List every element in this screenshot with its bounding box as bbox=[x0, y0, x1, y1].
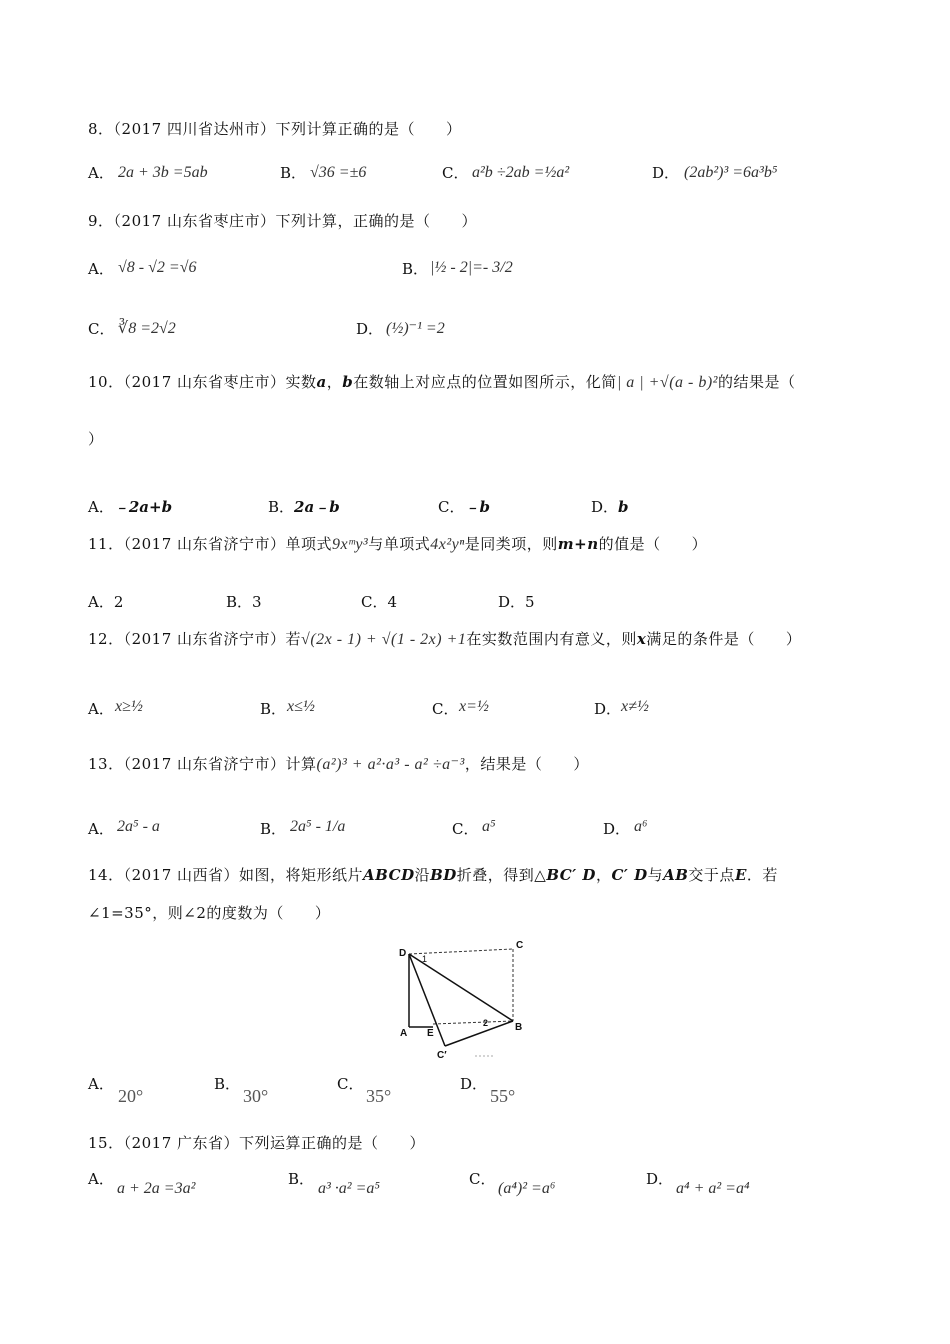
figure-lines bbox=[409, 949, 513, 1056]
question-15-stem: 15．（2017 广东省）下列运算正确的是（ ） bbox=[88, 1134, 426, 1152]
q8-option-d-label: D． bbox=[652, 164, 680, 182]
q14-option-b-label: B． bbox=[214, 1075, 241, 1093]
q12-option-d-expr: x≠½ bbox=[621, 698, 649, 715]
q15-option-a-label: A． bbox=[88, 1170, 114, 1188]
edge-CprimeB bbox=[445, 1021, 513, 1046]
q11-option-c: C．4 bbox=[361, 593, 398, 611]
q14-option-d-value: 55° bbox=[490, 1086, 516, 1106]
question-9-stem: 9．（2017 山东省枣庄市）下列计算，正确的是（ ） bbox=[88, 212, 477, 230]
q9-option-c-expr: ∛8 =2√2 bbox=[118, 320, 176, 337]
q11-expr2: 4x²yⁿ bbox=[430, 536, 465, 553]
q10-option-d: D．b bbox=[591, 498, 629, 516]
q9-option-a-expr: √8 - √2 =√6 bbox=[118, 259, 197, 276]
q14-option-a-label: A． bbox=[88, 1075, 114, 1093]
diagonal-DB bbox=[409, 954, 513, 1021]
folded-rectangle-figure bbox=[395, 934, 570, 1064]
q11-option-a: A．2 bbox=[88, 593, 124, 611]
label-angle-2: 2 bbox=[483, 1018, 489, 1028]
q14-option-a-value: 20° bbox=[118, 1086, 144, 1106]
q15-option-b-label: B． bbox=[288, 1170, 315, 1188]
q12-expression: √(2x - 1) + √(1 - 2x) +1 bbox=[301, 631, 467, 648]
q9-option-a-label: A． bbox=[88, 260, 114, 278]
label-E: E bbox=[427, 1028, 434, 1039]
q14-option-c-value: 35° bbox=[366, 1086, 392, 1106]
q8-option-c-expr: a²b ÷2ab =½a² bbox=[472, 164, 570, 181]
q13-option-a-expr: 2a⁵ - a bbox=[117, 818, 160, 835]
q12-option-b-label: B． bbox=[260, 700, 287, 718]
q8-option-b-label: B． bbox=[280, 164, 307, 182]
q11-option-b: B．3 bbox=[226, 593, 262, 611]
q10-expression: | a | +√(a - b)² bbox=[616, 374, 718, 391]
q12-option-a-label: A． bbox=[88, 700, 114, 718]
q8-option-a-label: A． bbox=[88, 164, 114, 182]
q13-option-d-expr: a⁶ bbox=[634, 818, 648, 835]
q13-option-d-label: D． bbox=[603, 820, 631, 838]
q15-option-c-expr: (a⁴)² =a⁶ bbox=[498, 1180, 556, 1197]
q11-expr1: 9xᵐy³ bbox=[332, 536, 369, 553]
q13-option-b-expr: 2a⁵ - 1/a bbox=[290, 818, 346, 835]
q12-option-a-expr: x≥½ bbox=[115, 698, 143, 715]
q13-expression: (a²)³ + a²·a³ - a² ÷a⁻³ bbox=[316, 756, 465, 773]
q10-option-b: B．2a﹣b bbox=[268, 498, 340, 516]
q9-option-d-label: D． bbox=[356, 320, 384, 338]
q8-option-c-label: C． bbox=[442, 164, 469, 182]
q13-option-c-expr: a⁵ bbox=[482, 818, 496, 835]
q9-option-d-expr: (½)⁻¹ =2 bbox=[386, 320, 445, 337]
q14-option-b-value: 30° bbox=[243, 1086, 269, 1106]
q10-option-c: C．﹣b bbox=[438, 498, 490, 516]
question-14-stem-line2: ∠1=35°，则∠2的度数为（ ） bbox=[88, 904, 331, 922]
question-11-stem: 11．（2017 山东省济宁市）单项式9xᵐy³与单项式4x²yⁿ是同类项，则m+n的值是（ ） bbox=[88, 535, 708, 553]
q9-option-c-label: C． bbox=[88, 320, 115, 338]
q9-option-b-expr: |½ - 2|=- 3/2 bbox=[430, 259, 513, 276]
q14-option-c-label: C． bbox=[337, 1075, 364, 1093]
q10-option-a: A．﹣2a+b bbox=[88, 498, 173, 516]
q8-option-b-expr: √36 =±6 bbox=[310, 164, 367, 181]
question-10-stem-cont: ） bbox=[88, 430, 104, 448]
q12-option-c-label: C． bbox=[432, 700, 459, 718]
q8-option-a-expr: 2a + 3b =5ab bbox=[118, 164, 208, 181]
q15-option-d-label: D． bbox=[646, 1170, 674, 1188]
label-C: C bbox=[516, 940, 524, 951]
question-10-stem: 10．（2017 山东省枣庄市）实数a，b在数轴上对应点的位置如图所示，化简| a | +√(a - b)²的结果是（ bbox=[88, 373, 796, 391]
q11-option-d: D．5 bbox=[498, 593, 535, 611]
label-C-prime: C′ bbox=[437, 1050, 447, 1061]
question-14-stem: 14．（2017 山西省）如图，将矩形纸片ABCD沿BD折叠，得到△BC′ D，C′ D与AB交于点E．若 bbox=[88, 866, 778, 884]
q13-option-c-label: C． bbox=[452, 820, 479, 838]
question-12-stem: 12．（2017 山东省济宁市）若√(2x - 1) + √(1 - 2x) +1在实数范围内有意义，则x满足的条件是（ ） bbox=[88, 630, 802, 648]
label-A: A bbox=[400, 1028, 408, 1039]
question-8-stem: 8．（2017 四川省达州市）下列计算正确的是（ ） bbox=[88, 120, 462, 138]
edge-EB-dashed bbox=[433, 1021, 513, 1024]
q15-option-d-expr: a⁴ + a² =a⁴ bbox=[676, 1180, 750, 1197]
q9-option-b-label: B． bbox=[402, 260, 429, 278]
q15-option-c-label: C． bbox=[469, 1170, 496, 1188]
q15-option-a-expr: a + 2a =3a² bbox=[117, 1180, 196, 1197]
q15-option-b-expr: a³ ·a² =a⁵ bbox=[318, 1180, 380, 1197]
q13-option-a-label: A． bbox=[88, 820, 114, 838]
q12-option-b-expr: x≤½ bbox=[287, 698, 315, 715]
q12-option-c-expr: x=½ bbox=[459, 698, 489, 715]
q14-option-d-label: D． bbox=[460, 1075, 488, 1093]
label-D: D bbox=[399, 948, 407, 959]
label-angle-1: 1 bbox=[422, 954, 428, 964]
q8-option-d-expr: (2ab²)³ =6a³b⁵ bbox=[684, 164, 778, 181]
question-13-stem: 13．（2017 山东省济宁市）计算(a²)³ + a²·a³ - a² ÷a⁻³，结果是（ ） bbox=[88, 755, 589, 773]
q13-option-b-label: B． bbox=[260, 820, 287, 838]
q12-option-d-label: D． bbox=[594, 700, 622, 718]
label-B: B bbox=[515, 1022, 523, 1033]
